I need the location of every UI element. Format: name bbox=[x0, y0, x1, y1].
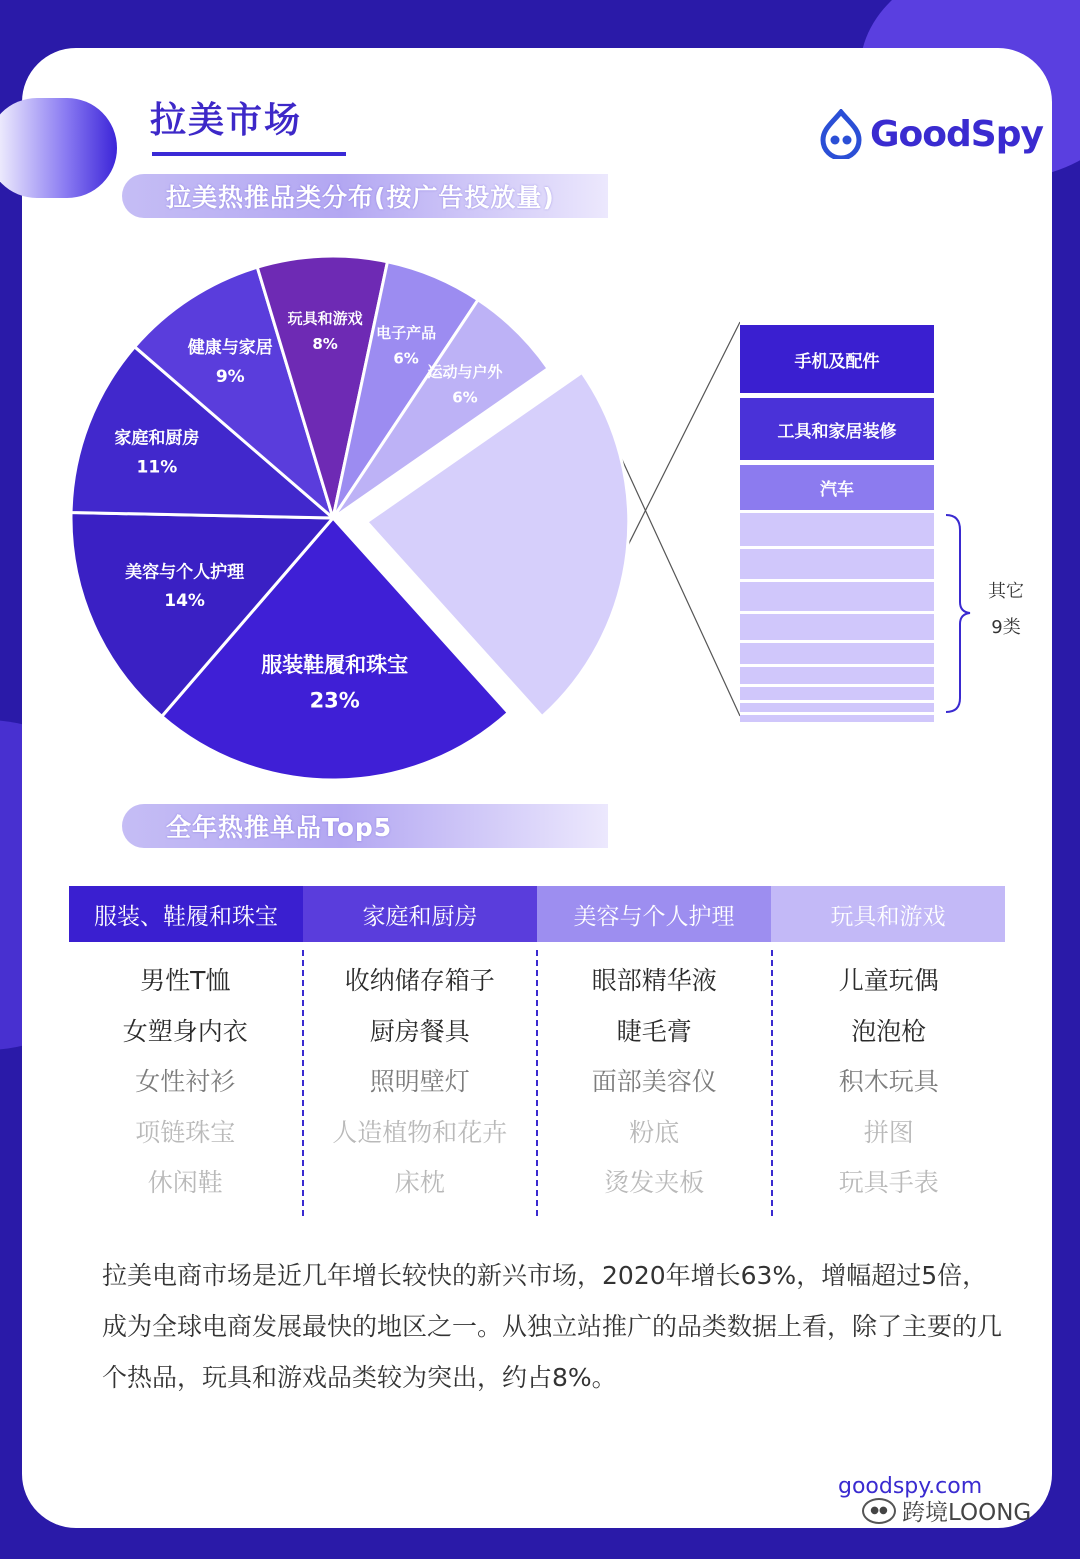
slice-label: 玩具和游戏 bbox=[287, 309, 363, 328]
table-cell: 积木玩具 bbox=[838, 1067, 939, 1096]
description-text: 拉美电商市场是近几年增长较快的新兴市场，2020年增长63%，增幅超过5倍，成为全球电商发展最快的地区之一。从独立站推广的品类数据上看，除了主要的几个热品，玩具和游戏品类较为突出，约占8%。 bbox=[102, 1261, 1003, 1392]
slice-value: 11% bbox=[136, 457, 178, 478]
table-cell: 面部美容仪 bbox=[591, 1067, 717, 1096]
slice-value: 8% bbox=[312, 335, 338, 354]
section-bar-top5 bbox=[122, 804, 608, 848]
logo-text: GoodSpy bbox=[870, 113, 1043, 155]
slice-label: 健康与家居 bbox=[187, 337, 273, 358]
page-title: 拉美市场 bbox=[150, 100, 303, 141]
table-column bbox=[538, 950, 773, 1216]
breakdown-other-item bbox=[740, 712, 934, 722]
table-cell: 床枕 bbox=[394, 1168, 445, 1197]
table-cell: 厨房餐具 bbox=[369, 1016, 470, 1046]
table-cell: 玩具手表 bbox=[838, 1168, 939, 1197]
table-cell: 睫毛膏 bbox=[616, 1016, 692, 1046]
breakdown-item: 工具和家居装修 bbox=[740, 395, 934, 460]
others-label-line1: 其它 bbox=[988, 581, 1024, 602]
others-bracket bbox=[944, 512, 974, 716]
table-header-cell: 服装、鞋履和珠宝 bbox=[69, 886, 303, 942]
slice-value: 6% bbox=[452, 388, 478, 407]
watermark-text: 跨境LOONG bbox=[902, 1500, 1032, 1526]
footer-url: goodspy.com bbox=[838, 1474, 983, 1499]
others-label-line2: 9类 bbox=[991, 617, 1021, 638]
slice-value: 6% bbox=[393, 349, 419, 368]
watermark bbox=[862, 1494, 1031, 1527]
slice-label: 运动与户外 bbox=[427, 363, 503, 382]
slice-value: 9% bbox=[215, 366, 245, 387]
table-cell: 女性衬衫 bbox=[135, 1067, 236, 1096]
breakdown-other-item bbox=[740, 510, 934, 546]
slice-value: 14% bbox=[164, 591, 205, 612]
table-cell: 照明壁灯 bbox=[369, 1067, 470, 1096]
table-cell: 人造植物和花卉 bbox=[332, 1117, 508, 1147]
breakdown-other-item bbox=[740, 579, 934, 611]
breakdown-other-item bbox=[740, 664, 934, 684]
breakdown-other-item bbox=[740, 611, 934, 640]
table-cell: 项链珠宝 bbox=[135, 1117, 236, 1147]
breakdown-item: 汽车 bbox=[740, 462, 934, 510]
table-column bbox=[69, 950, 304, 1216]
table-cell: 烫发夹板 bbox=[604, 1168, 705, 1197]
table-column bbox=[773, 950, 1006, 1216]
slice-value: 23% bbox=[309, 688, 360, 713]
section-title: 拉美热推品类分布(按广告投放量) bbox=[166, 183, 555, 212]
table-header bbox=[69, 886, 1005, 942]
top5-table bbox=[69, 886, 1005, 1216]
slice-label: 家庭和厨房 bbox=[114, 428, 200, 449]
table-cell: 休闲鞋 bbox=[147, 1168, 223, 1197]
breakdown-other-item bbox=[740, 700, 934, 712]
table-cell: 粉底 bbox=[629, 1117, 680, 1147]
slice-label: 服装鞋履和珠宝 bbox=[261, 653, 409, 678]
breakdown-other-item bbox=[740, 546, 934, 579]
table-body bbox=[69, 950, 1005, 1216]
table-cell: 眼部精华液 bbox=[591, 966, 717, 995]
others-label bbox=[988, 574, 1024, 646]
breakdown-item: 手机及配件 bbox=[740, 322, 934, 393]
section-title: 全年热推单品Top5 bbox=[166, 813, 393, 842]
table-cell: 拼图 bbox=[863, 1117, 914, 1147]
table-header-cell: 玩具和游戏 bbox=[771, 886, 1005, 942]
table-header-cell: 美容与个人护理 bbox=[537, 886, 771, 942]
table-cell: 泡泡枪 bbox=[851, 1016, 927, 1046]
table-cell: 收纳储存箱子 bbox=[344, 966, 495, 995]
table-cell: 儿童玩偶 bbox=[838, 966, 939, 995]
table-column bbox=[304, 950, 539, 1216]
table-header-cell: 家庭和厨房 bbox=[303, 886, 537, 942]
breakdown-other-item bbox=[740, 684, 934, 700]
table-cell: 男性T恤 bbox=[140, 966, 231, 995]
slice-label: 电子产品 bbox=[376, 324, 437, 343]
table-cell: 女塑身内衣 bbox=[122, 1016, 248, 1046]
slice-label: 美容与个人护理 bbox=[125, 562, 245, 583]
wechat-icon: ●● bbox=[862, 1498, 896, 1524]
breakdown-other-item bbox=[740, 640, 934, 664]
